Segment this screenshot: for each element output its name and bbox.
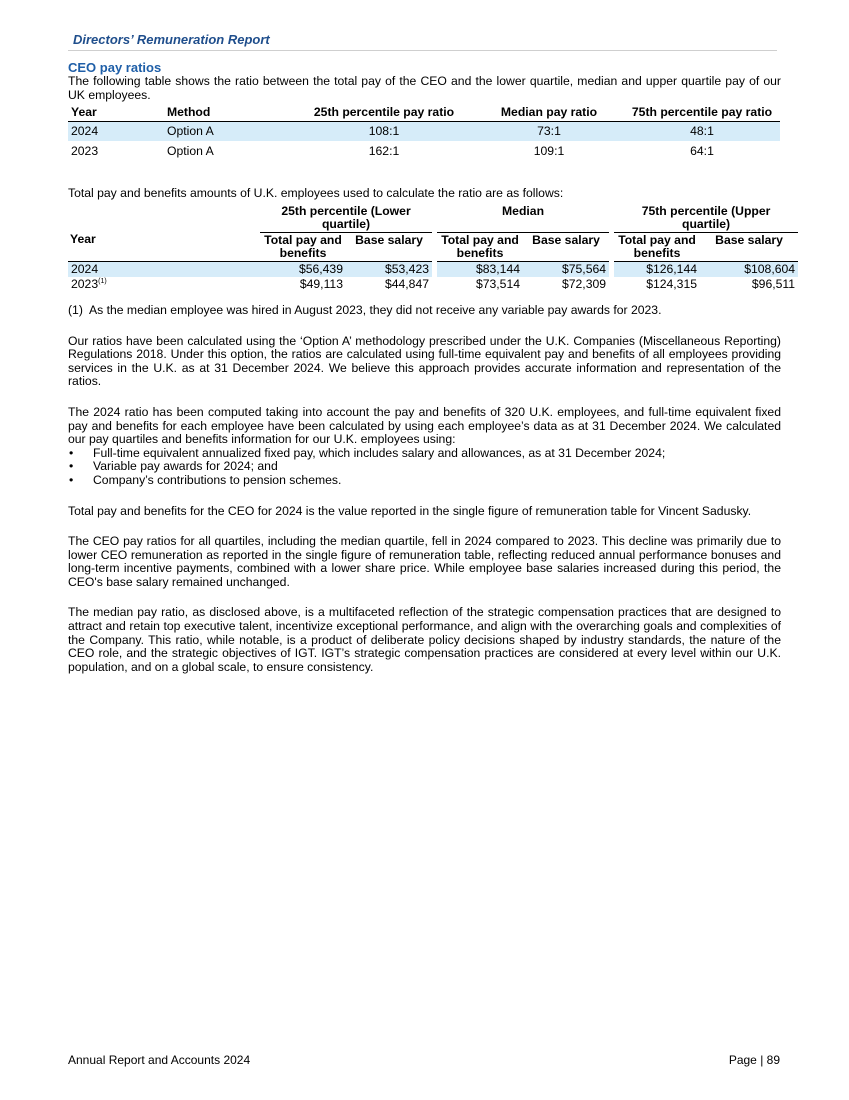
employee-pay-table (68, 204, 798, 293)
cell-value: $72,309 (561, 277, 607, 292)
cell-25th-ratio: 108:1 (294, 122, 474, 142)
report-header-title: Directors’ Remuneration Report (73, 32, 270, 47)
col-total-pay-median: Total pay and benefits (437, 232, 523, 261)
cell-value: $44,847 (384, 277, 430, 292)
pay-components-list (68, 447, 781, 488)
cell-year: 2023$^{(1)}$ (71, 277, 107, 292)
cell-value: $83,144 (437, 261, 523, 277)
cell-median-ratio: 73:1 (474, 122, 624, 142)
list-item: • Full-time equivalent annualized fixed pay, which includes salary and allowances, as at 31 December 2024; (68, 447, 781, 461)
cell-value: $49,113 (299, 277, 343, 292)
col-median-ratio: Median pay ratio (474, 104, 624, 122)
group-median: Median (437, 204, 609, 233)
table-row (68, 122, 780, 142)
page-number: Page | 89 (728, 1053, 780, 1067)
group-upper-quartile: 75th percentile (Upper quartile) (614, 204, 798, 233)
col-method: Method (164, 104, 294, 122)
decline-paragraph: The CEO pay ratios for all quartiles, including the median quartile, fell in 2024 compared to 2023. This decline was primarily due to lower CEO remuneration as reported in the single figure of remuneration table, reflecting reduced annual performance bonuses and long-term incentive payments, combined with a lower share price. While employee base salaries increased during this period, the CEO's base salary remained unchanged. (68, 534, 781, 589)
group-lower-quartile: 25th percentile (Lower quartile) (260, 204, 432, 233)
ratio-table-header (68, 104, 780, 122)
cell-value: $56,439 (260, 261, 346, 277)
col-25th-ratio: 25th percentile pay ratio (294, 104, 474, 122)
table-footnote: (1) As the median employee was hired in August 2023, they did not receive any variable pay awards for 2023. (68, 302, 662, 317)
cell-method: Option A (164, 122, 294, 142)
cell-method: Option A (164, 142, 294, 162)
header-divider (68, 50, 777, 51)
col-total-pay-lower: Total pay and benefits (260, 232, 346, 261)
col-total-pay-upper: Total pay and benefits (614, 232, 700, 261)
methodology-paragraph: Our ratios have been calculated using the ‘Option A’ methodology prescribed under the U.K. Companies (Miscellaneous Reporting) Regulations 2018. Under this option, the ratios are calculated using full-time equivalent pay and benefits of all employees providing services in the U.K. as at 31 December 2024. We believe this approach provides accurate information and representation of the ratios. (68, 333, 781, 389)
ratio-intro: The following table shows the ratio between the total pay of the CEO and the lower quartile, median and upper quartile pay of our UK employees. (68, 74, 781, 102)
table-row (68, 142, 780, 162)
cell-value: $73,514 (475, 277, 521, 292)
median-ratio-paragraph: The median pay ratio, as disclosed above, is a multifaceted reflection of the strategic compensation practices that are designed to attract and retain top executive talent, incentivize exceptional performance, and align with the overarching goals and complexities of the Company. This ratio, while notable, is a product of deliberate policy decisions shaped by industry standards, the nature of the CEO role, and the strategic objectives of IGT. IGT’s strategic compensation practices are considered at every level within our U.K. population, and on a global scale, to ensure consistency. (68, 605, 781, 674)
cell-year: 2024 (68, 122, 164, 142)
table-row (68, 261, 798, 277)
cell-median-ratio: 109:1 (474, 142, 624, 162)
ceo-pay-ratio-table (68, 104, 780, 162)
footer-report-title: Annual Report and Accounts 2024 (68, 1053, 251, 1067)
list-item: • Variable pay awards for 2024; and (68, 460, 781, 474)
cell-value: $108,604 (700, 261, 798, 277)
cell-value: $96,511 (751, 277, 796, 292)
cell-25th-ratio: 162:1 (294, 142, 474, 162)
cell-value: $126,144 (614, 261, 700, 277)
cell-value: $53,423 (346, 261, 432, 277)
group-header-row (68, 204, 798, 233)
section-title: CEO pay ratios (68, 60, 162, 75)
cell-year: 2024 (68, 261, 260, 277)
footnote-marker: (1) (98, 278, 107, 286)
computation-paragraph: The 2024 ratio has been computed taking into account the pay and benefits of 320 U.K. employees, and full-time equivalent fixed pay and benefits for each employee have been calculated by using each employee’s data as at 31 December 2024. We calculated our pay quartiles and benefits information for our U.K. employees using: (68, 404, 781, 447)
col-base-salary-lower: Base salary (346, 232, 432, 261)
col-year: Year (68, 104, 164, 122)
cell-75th-ratio: 64:1 (624, 142, 780, 162)
list-item: • Company’s contributions to pension schemes. (68, 474, 781, 488)
sub-header-row (68, 232, 798, 261)
table-row (68, 277, 798, 293)
pay-table-intro: Total pay and benefits amounts of U.K. employees used to calculate the ratio are as follows: (68, 186, 564, 201)
cell-value: $75,564 (523, 261, 609, 277)
cell-year: 2023 (68, 142, 164, 162)
ceo-pay-paragraph: Total pay and benefits for the CEO for 2024 is the value reported in the single figure of remuneration table for Vincent Sadusky. (68, 503, 752, 518)
col-base-salary-median: Base salary (523, 232, 609, 261)
cell-value: $124,315 (646, 277, 698, 292)
cell-75th-ratio: 48:1 (624, 122, 780, 142)
col-75th-ratio: 75th percentile pay ratio (624, 104, 780, 122)
col-year: Year (68, 232, 260, 261)
col-base-salary-upper: Base salary (700, 232, 798, 261)
page-content (68, 60, 796, 674)
